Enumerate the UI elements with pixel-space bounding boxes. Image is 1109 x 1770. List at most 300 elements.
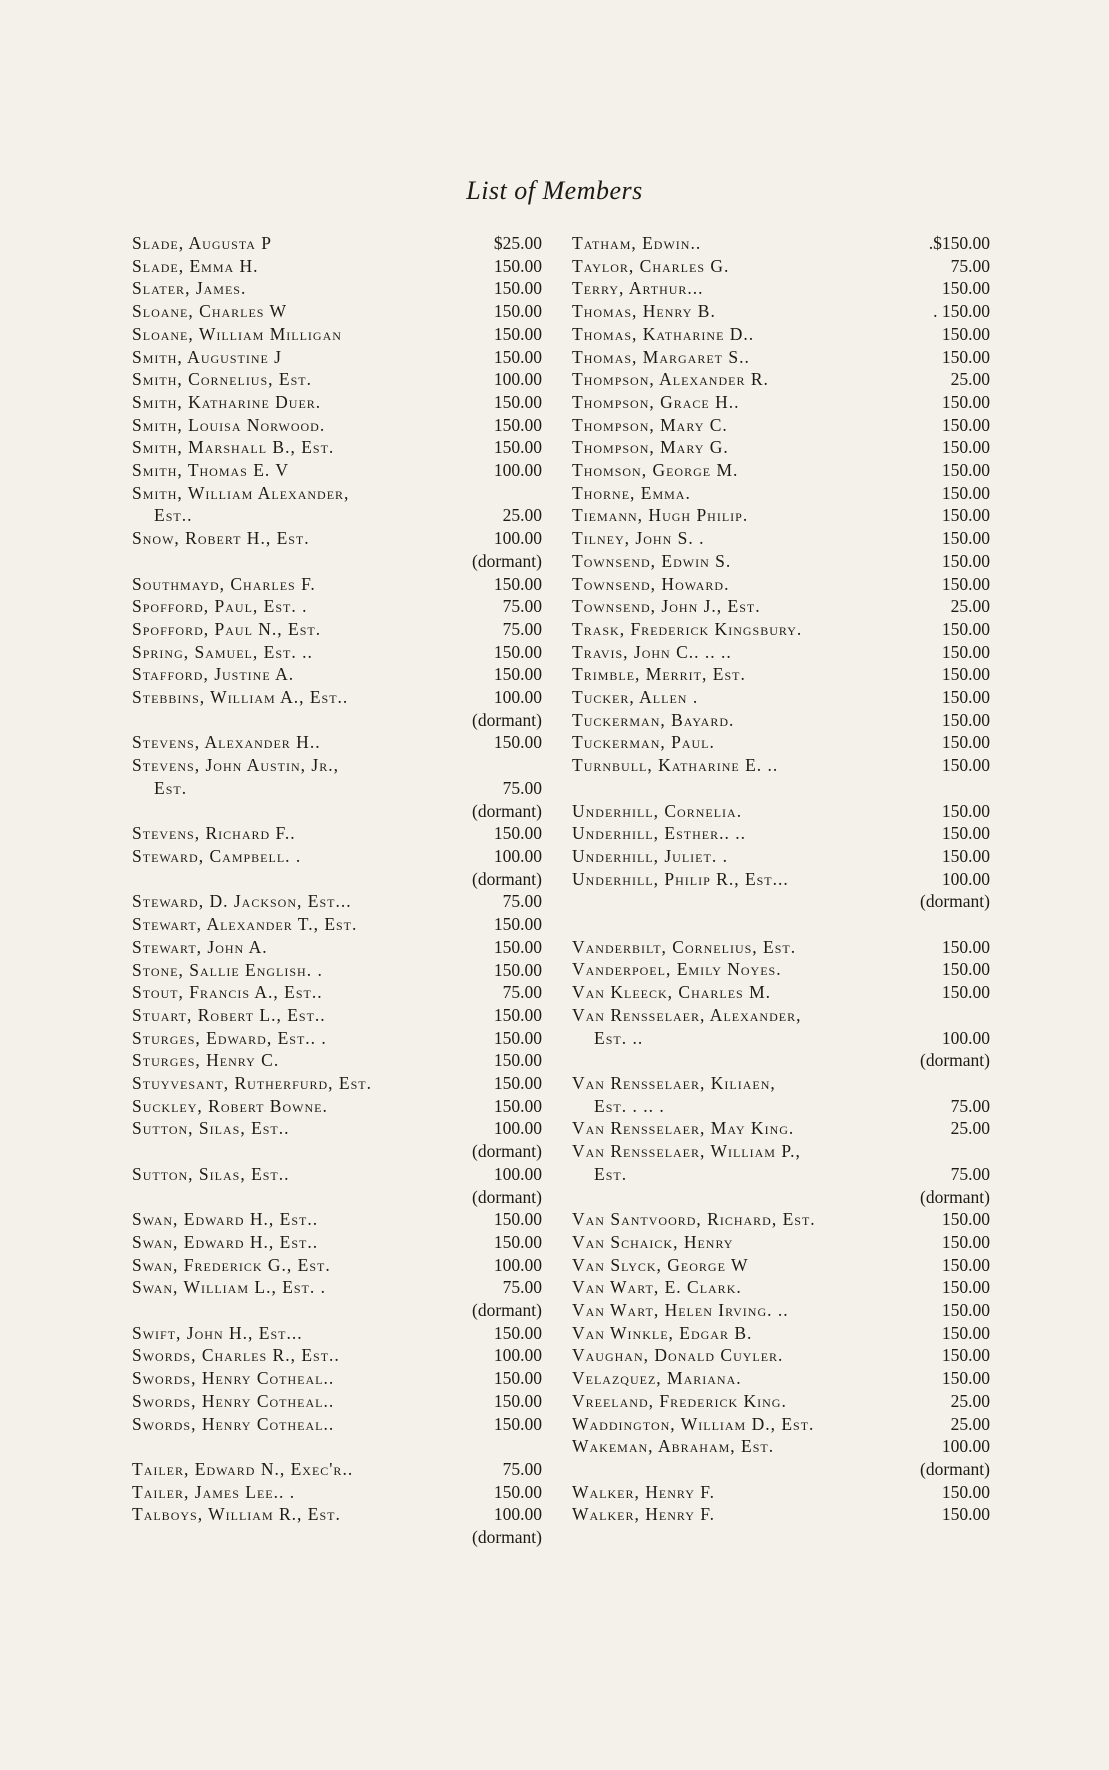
member-entry xyxy=(572,936,990,959)
member-amount: 150.00 xyxy=(941,755,990,776)
member-entry xyxy=(132,459,542,482)
member-name: Swan, Frederick G., Est. xyxy=(132,1254,331,1275)
member-amount: 150.00 xyxy=(493,1050,542,1071)
member-name: Smith, Katharine Duer. xyxy=(132,391,322,412)
member-amount: 150.00 xyxy=(941,687,990,708)
member-amount: . 150.00 xyxy=(933,301,990,322)
member-entry xyxy=(572,482,990,505)
member-name: Underhill, Esther.. .. xyxy=(572,823,746,844)
member-name: Taylor, Charles G. xyxy=(572,255,730,276)
member-name: Thorne, Emma. xyxy=(572,482,691,503)
member-entry xyxy=(132,618,542,641)
member-amount: 150.00 xyxy=(493,936,542,957)
member-name: Slade, Emma H. xyxy=(132,255,259,276)
member-entry xyxy=(132,754,542,822)
member-amount: 150.00 xyxy=(941,278,990,299)
member-entry xyxy=(572,1231,990,1254)
member-name: Slater, James. xyxy=(132,278,247,299)
member-entry xyxy=(132,641,542,664)
member-amount: 150.00 xyxy=(493,278,542,299)
member-entry xyxy=(132,1254,542,1277)
member-amount: 25.00 xyxy=(502,505,542,526)
member-amount: 150.00 xyxy=(493,1004,542,1025)
member-entry xyxy=(572,346,990,369)
member-entry xyxy=(132,1390,542,1413)
member-amount: 150.00 xyxy=(941,982,990,1003)
member-entry xyxy=(132,573,542,596)
member-amount: 75.00 xyxy=(950,1095,990,1116)
section-gap xyxy=(132,1435,542,1458)
member-amount: 150.00 xyxy=(941,936,990,957)
dormant-note: (dormant) xyxy=(920,1186,990,1207)
member-name: Smith, Marshall B., Est. xyxy=(132,437,335,458)
member-name: Tucker, Allen . xyxy=(572,687,699,708)
dormant-note: (dormant) xyxy=(920,1050,990,1071)
member-amount: 150.00 xyxy=(493,1481,542,1502)
member-name: Vaughan, Donald Cuyler. xyxy=(572,1345,784,1366)
member-entry xyxy=(132,890,542,913)
member-amount: 25.00 xyxy=(950,596,990,617)
member-amount: 150.00 xyxy=(941,709,990,730)
member-amount: 100.00 xyxy=(493,1345,542,1366)
member-amount: 150.00 xyxy=(493,414,542,435)
member-name: Steward, Campbell. . xyxy=(132,845,302,866)
member-entry xyxy=(132,1503,542,1548)
member-entry xyxy=(132,300,542,323)
member-name: Tuckerman, Paul. xyxy=(572,732,715,753)
member-entry xyxy=(132,232,542,255)
member-amount: 75.00 xyxy=(502,1458,542,1479)
member-amount: 150.00 xyxy=(493,301,542,322)
member-amount: $25.00 xyxy=(493,233,542,253)
member-name: Underhill, Philip R., Est... xyxy=(572,868,789,889)
member-amount: 150.00 xyxy=(941,550,990,571)
member-name: Van Wart, E. Clark. xyxy=(572,1277,742,1298)
member-amount: 100.00 xyxy=(493,528,542,549)
member-entry xyxy=(132,255,542,278)
member-amount: 100.00 xyxy=(941,1436,990,1457)
member-amount: 150.00 xyxy=(941,573,990,594)
member-entry xyxy=(572,255,990,278)
member-name: Underhill, Juliet. . xyxy=(572,845,728,866)
member-amount: .$150.00 xyxy=(928,233,990,253)
member-amount: 150.00 xyxy=(941,1300,990,1321)
member-amount: 150.00 xyxy=(941,845,990,866)
member-entry xyxy=(572,1344,990,1367)
member-name: Sturges, Henry C. xyxy=(132,1050,280,1071)
member-name: Swan, William L., Est. . xyxy=(132,1277,327,1298)
member-name: Tilney, John S. . xyxy=(572,528,705,549)
member-name: Travis, John C.. .. .. xyxy=(572,641,732,662)
member-entry xyxy=(572,300,990,323)
member-amount: 150.00 xyxy=(941,437,990,458)
member-amount: 75.00 xyxy=(950,1163,990,1184)
member-name: Waddington, William D., Est. xyxy=(572,1413,815,1434)
member-entry xyxy=(572,1072,990,1117)
member-name: Suckley, Robert Bowne. xyxy=(132,1095,328,1116)
member-amount: 150.00 xyxy=(941,800,990,821)
member-name: Turnbull, Katharine E. .. xyxy=(572,755,779,776)
member-name: Trask, Frederick Kingsbury. xyxy=(572,618,803,639)
member-entry xyxy=(572,573,990,596)
member-entry xyxy=(572,232,990,255)
member-amount: 150.00 xyxy=(493,641,542,662)
member-amount: 100.00 xyxy=(493,845,542,866)
member-amount: 150.00 xyxy=(493,346,542,367)
member-entry xyxy=(572,391,990,414)
member-amount: 150.00 xyxy=(941,618,990,639)
member-entry xyxy=(132,1322,542,1345)
member-entry xyxy=(132,1413,542,1436)
member-name: Tailer, James Lee.. . xyxy=(132,1481,296,1502)
member-name: Underhill, Cornelia. xyxy=(572,800,743,821)
member-entry xyxy=(132,277,542,300)
member-amount: 25.00 xyxy=(950,1118,990,1139)
member-name: Thompson, Alexander R. xyxy=(572,369,769,390)
member-name: Van Rensselaer, William P., xyxy=(572,1141,801,1162)
member-entry xyxy=(132,936,542,959)
member-amount: 75.00 xyxy=(502,1277,542,1298)
member-amount: 150.00 xyxy=(941,823,990,844)
member-name: Tuckerman, Bayard. xyxy=(572,709,735,730)
member-amount: 150.00 xyxy=(941,1209,990,1230)
member-amount: 150.00 xyxy=(493,1322,542,1343)
member-name: Van Winkle, Edgar B. xyxy=(572,1322,753,1343)
member-amount: 150.00 xyxy=(493,732,542,753)
member-name: Thomas, Katharine D.. xyxy=(572,323,755,344)
member-entry xyxy=(132,414,542,437)
member-entry xyxy=(132,346,542,369)
member-name: Stuyvesant, Rutherfurd, Est. xyxy=(132,1073,372,1094)
member-entry xyxy=(572,663,990,686)
member-name: Van Rensselaer, May King. xyxy=(572,1118,795,1139)
member-entry xyxy=(572,1435,990,1480)
member-name: Stevens, Richard F.. xyxy=(132,823,296,844)
member-amount: 100.00 xyxy=(493,1118,542,1139)
member-name: Swords, Henry Cotheal.. xyxy=(132,1413,335,1434)
member-entry xyxy=(132,959,542,982)
member-name: Spofford, Paul, Est. . xyxy=(132,596,308,617)
member-entry xyxy=(132,1072,542,1095)
member-name: Thompson, Mary C. xyxy=(572,414,728,435)
members-column-left xyxy=(132,232,542,1549)
member-name: Van Slyck, George W xyxy=(572,1254,749,1275)
member-name: Thomas, Margaret S.. xyxy=(572,346,750,367)
member-entry xyxy=(572,1140,990,1208)
member-amount: 150.00 xyxy=(493,823,542,844)
member-name: Sutton, Silas, Est.. xyxy=(132,1163,290,1184)
member-entry xyxy=(132,482,542,527)
member-entry xyxy=(132,663,542,686)
member-amount: 150.00 xyxy=(941,505,990,526)
member-amount: 150.00 xyxy=(941,1481,990,1502)
member-name: Sutton, Silas, Est.. xyxy=(132,1118,290,1139)
section-gap xyxy=(572,913,990,936)
member-name-continuation: Est. .. xyxy=(594,1027,644,1048)
member-amount: 100.00 xyxy=(493,1254,542,1275)
member-name: Trimble, Merrit, Est. xyxy=(572,664,746,685)
member-entry xyxy=(572,459,990,482)
member-name-continuation: Est. xyxy=(594,1163,628,1184)
member-name: Stuart, Robert L., Est.. xyxy=(132,1004,326,1025)
member-amount: 150.00 xyxy=(493,1095,542,1116)
member-entry xyxy=(132,1049,542,1072)
member-amount: 100.00 xyxy=(493,460,542,481)
member-entry xyxy=(572,1208,990,1231)
dormant-note: (dormant) xyxy=(472,709,542,730)
member-amount: 150.00 xyxy=(941,1322,990,1343)
member-amount: 150.00 xyxy=(941,732,990,753)
member-entry xyxy=(572,1367,990,1390)
member-entry xyxy=(572,504,990,527)
dormant-note: (dormant) xyxy=(472,1300,542,1321)
member-entry xyxy=(572,1254,990,1277)
dormant-note: (dormant) xyxy=(472,550,542,571)
member-entry xyxy=(572,1299,990,1322)
member-entry xyxy=(132,981,542,1004)
member-amount: 150.00 xyxy=(493,323,542,344)
member-amount: 100.00 xyxy=(493,1504,542,1525)
member-name: Stafford, Justine A. xyxy=(132,664,295,685)
member-amount: 150.00 xyxy=(941,959,990,980)
member-amount: 75.00 xyxy=(502,777,542,798)
member-name: Townsend, Edwin S. xyxy=(572,550,732,571)
member-name-continuation: Est.. xyxy=(154,505,193,526)
member-name: Van Kleeck, Charles M. xyxy=(572,982,772,1003)
member-name: Tailer, Edward N., Exec'r.. xyxy=(132,1458,354,1479)
member-amount: 100.00 xyxy=(493,369,542,390)
member-name: Stout, Francis A., Est.. xyxy=(132,982,323,1003)
member-entry xyxy=(132,1208,542,1231)
member-name: Van Santvoord, Richard, Est. xyxy=(572,1209,816,1230)
member-name: Thomson, George M. xyxy=(572,460,739,481)
member-amount: 150.00 xyxy=(941,664,990,685)
member-name: Snow, Robert H., Est. xyxy=(132,528,310,549)
dormant-note: (dormant) xyxy=(472,1527,542,1548)
member-amount: 75.00 xyxy=(950,255,990,276)
member-name: Talboys, William R., Est. xyxy=(132,1504,341,1525)
member-entry xyxy=(572,1004,990,1072)
member-name: Smith, William Alexander, xyxy=(132,482,350,503)
member-entry xyxy=(132,1004,542,1027)
member-name: Swift, John H., Est... xyxy=(132,1322,303,1343)
member-name: Van Rensselaer, Kiliaen, xyxy=(572,1072,776,1093)
member-entry xyxy=(572,550,990,573)
member-amount: 25.00 xyxy=(950,1390,990,1411)
member-amount: 150.00 xyxy=(941,482,990,503)
member-amount: 100.00 xyxy=(941,868,990,889)
member-amount: 150.00 xyxy=(493,664,542,685)
member-name: Spofford, Paul N., Est. xyxy=(132,618,322,639)
member-name: Smith, Augustine J xyxy=(132,346,282,367)
dormant-note: (dormant) xyxy=(920,891,990,912)
member-amount: 75.00 xyxy=(502,596,542,617)
member-entry xyxy=(572,1481,990,1504)
member-entry xyxy=(132,323,542,346)
member-entry xyxy=(132,391,542,414)
member-name: Terry, Arthur... xyxy=(572,278,704,299)
member-name: Tatham, Edwin.. xyxy=(572,233,702,253)
member-entry xyxy=(132,913,542,936)
member-name: Smith, Louisa Norwood. xyxy=(132,414,326,435)
member-entry xyxy=(132,1458,542,1481)
member-amount: 100.00 xyxy=(941,1027,990,1048)
member-entry xyxy=(132,1027,542,1050)
page-title: List of Members xyxy=(466,176,643,205)
member-entry xyxy=(572,1276,990,1299)
member-amount: 150.00 xyxy=(493,1413,542,1434)
dormant-note: (dormant) xyxy=(472,868,542,889)
member-name: Swords, Henry Cotheal.. xyxy=(132,1368,335,1389)
member-amount: 150.00 xyxy=(941,1345,990,1366)
member-name: Swords, Charles R., Est.. xyxy=(132,1345,340,1366)
member-name: Walker, Henry F. xyxy=(572,1504,715,1525)
member-name: Thompson, Mary G. xyxy=(572,437,729,458)
member-amount: 100.00 xyxy=(493,687,542,708)
member-entry xyxy=(572,1503,990,1526)
member-entry xyxy=(572,845,990,868)
member-name: Swords, Henry Cotheal.. xyxy=(132,1390,335,1411)
member-entry xyxy=(572,1390,990,1413)
dormant-note: (dormant) xyxy=(472,800,542,821)
member-entry xyxy=(572,1322,990,1345)
member-amount: 150.00 xyxy=(493,1073,542,1094)
member-entry xyxy=(572,1117,990,1140)
member-amount: 150.00 xyxy=(493,255,542,276)
member-amount: 150.00 xyxy=(941,1277,990,1298)
member-amount: 75.00 xyxy=(502,982,542,1003)
member-amount: 150.00 xyxy=(493,1027,542,1048)
member-name-continuation: Est. . .. . xyxy=(594,1095,665,1116)
member-name: Stevens, Alexander H.. xyxy=(132,732,321,753)
member-name: Vreeland, Frederick King. xyxy=(572,1390,787,1411)
member-entry xyxy=(572,754,990,777)
member-name: Stewart, John A. xyxy=(132,936,268,957)
member-amount: 150.00 xyxy=(493,573,542,594)
member-entry xyxy=(572,1413,990,1436)
member-entry xyxy=(132,436,542,459)
member-entry xyxy=(572,368,990,391)
member-amount: 100.00 xyxy=(493,1163,542,1184)
member-entry xyxy=(572,686,990,709)
member-name: Southmayd, Charles F. xyxy=(132,573,316,594)
member-amount: 150.00 xyxy=(941,641,990,662)
member-entry xyxy=(572,414,990,437)
member-amount: 150.00 xyxy=(493,391,542,412)
member-amount: 150.00 xyxy=(493,437,542,458)
member-name: Vanderbilt, Cornelius, Est. xyxy=(572,936,797,957)
member-amount: 75.00 xyxy=(502,618,542,639)
member-amount: 150.00 xyxy=(941,346,990,367)
member-name: Townsend, Howard. xyxy=(572,573,730,594)
member-name: Thomas, Henry B. xyxy=(572,301,716,322)
member-name: Stevens, John Austin, Jr., xyxy=(132,755,339,776)
member-entry xyxy=(132,822,542,845)
member-amount: 150.00 xyxy=(941,460,990,481)
member-entry xyxy=(132,595,542,618)
member-name: Van Schaick, Henry xyxy=(572,1231,734,1252)
member-name: Stebbins, William A., Est.. xyxy=(132,687,349,708)
member-entry xyxy=(572,595,990,618)
member-entry xyxy=(572,958,990,981)
dormant-note: (dormant) xyxy=(472,1186,542,1207)
member-amount: 150.00 xyxy=(941,414,990,435)
member-amount: 150.00 xyxy=(941,1504,990,1525)
member-name: Smith, Cornelius, Est. xyxy=(132,369,312,390)
member-entry xyxy=(132,1231,542,1254)
member-amount: 25.00 xyxy=(950,1413,990,1434)
member-entry xyxy=(572,868,990,913)
member-entry xyxy=(132,845,542,890)
section-gap xyxy=(572,777,990,800)
member-entry xyxy=(572,981,990,1004)
member-name: Stone, Sallie English. . xyxy=(132,959,323,980)
member-name: Stewart, Alexander T., Est. xyxy=(132,914,358,935)
member-name: Slade, Augusta P xyxy=(132,233,272,253)
member-amount: 150.00 xyxy=(941,323,990,344)
member-entry xyxy=(572,436,990,459)
member-amount: 150.00 xyxy=(941,528,990,549)
member-amount: 150.00 xyxy=(941,391,990,412)
member-entry xyxy=(572,618,990,641)
member-amount: 150.00 xyxy=(941,1231,990,1252)
dormant-note: (dormant) xyxy=(920,1458,990,1479)
member-entry xyxy=(132,1367,542,1390)
member-name: Thompson, Grace H.. xyxy=(572,391,740,412)
member-name: Velazquez, Mariana. xyxy=(572,1368,742,1389)
member-entry xyxy=(132,1117,542,1162)
member-name: Tiemann, Hugh Philip. xyxy=(572,505,749,526)
member-entry xyxy=(132,1095,542,1118)
member-entry xyxy=(572,822,990,845)
member-amount: 75.00 xyxy=(502,891,542,912)
member-entry xyxy=(132,1481,542,1504)
member-entry xyxy=(132,731,542,754)
member-entry xyxy=(132,1276,542,1321)
member-amount: 150.00 xyxy=(493,1231,542,1252)
member-amount: 150.00 xyxy=(493,914,542,935)
member-entry xyxy=(132,368,542,391)
member-name: Sturges, Edward, Est.. . xyxy=(132,1027,327,1048)
member-entry xyxy=(572,709,990,732)
member-name: Walker, Henry F. xyxy=(572,1481,715,1502)
member-name: Vanderpoel, Emily Noyes. xyxy=(572,959,782,980)
member-amount: 150.00 xyxy=(493,1390,542,1411)
dormant-note: (dormant) xyxy=(472,1141,542,1162)
member-entry xyxy=(132,686,542,731)
member-name: Smith, Thomas E. V xyxy=(132,460,289,481)
member-entry xyxy=(132,527,542,572)
member-name: Sloane, Charles W xyxy=(132,301,288,322)
member-name: Townsend, John J., Est. xyxy=(572,596,761,617)
member-amount: 25.00 xyxy=(950,369,990,390)
member-entry xyxy=(572,731,990,754)
member-name: Wakeman, Abraham, Est. xyxy=(572,1436,775,1457)
member-entry xyxy=(132,1163,542,1208)
member-entry xyxy=(572,323,990,346)
member-entry xyxy=(572,641,990,664)
member-amount: 150.00 xyxy=(493,959,542,980)
member-name: Spring, Samuel, Est. .. xyxy=(132,641,313,662)
member-name: Van Rensselaer, Alexander, xyxy=(572,1004,802,1025)
member-amount: 150.00 xyxy=(493,1368,542,1389)
member-entry xyxy=(572,277,990,300)
member-amount: 150.00 xyxy=(941,1368,990,1389)
member-entry xyxy=(132,1344,542,1367)
member-name: Swan, Edward H., Est.. xyxy=(132,1231,319,1252)
member-name: Sloane, William Milligan xyxy=(132,323,342,344)
member-name: Van Wart, Helen Irving. .. xyxy=(572,1300,789,1321)
